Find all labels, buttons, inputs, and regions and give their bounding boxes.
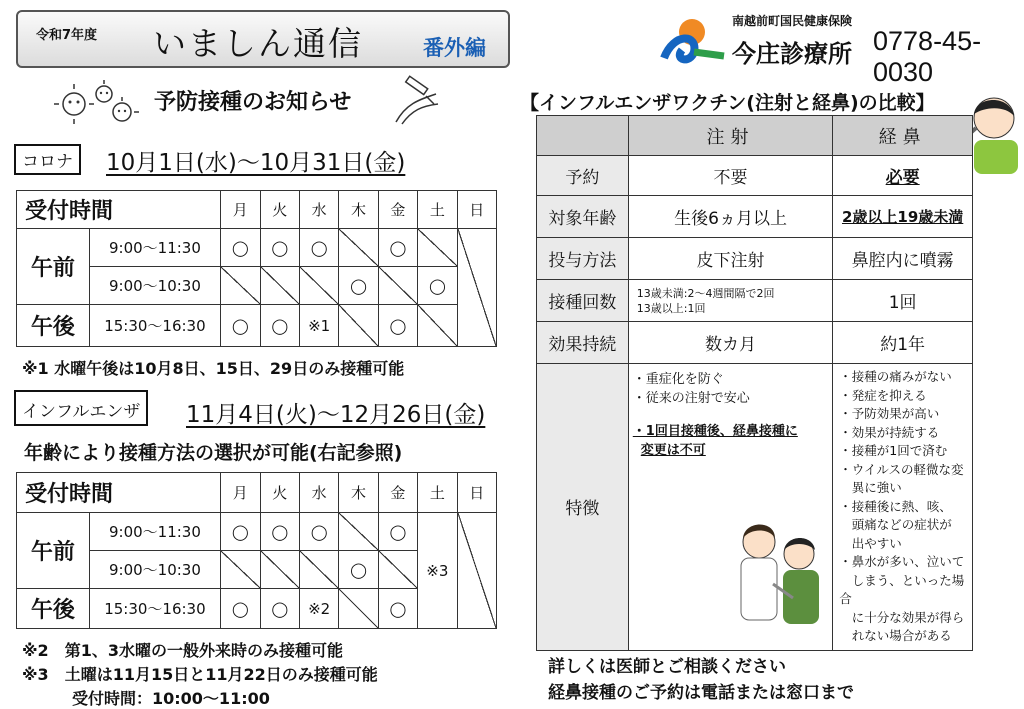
slot-mark: ◯ [221, 305, 260, 347]
nasal-age: 2歳以上19歳未満 [833, 196, 973, 238]
slot-mark: ◯ [221, 589, 260, 629]
influenza-tag: インフルエンザ [14, 390, 148, 426]
clinic-insurance-label: 南越前町国民健康保険 [732, 14, 853, 28]
day-sat: 土 [418, 473, 457, 513]
vaccine-comparison-table [536, 115, 973, 651]
corona-period: 10月1日(水)〜10月31日(金) [106, 150, 406, 176]
slot-unavailable [299, 267, 338, 305]
slot-unavailable [260, 267, 299, 305]
influenza-footnote-3: ※3 土曜は11月15日と11月22日のみ接種可能 [22, 665, 378, 684]
injection-features [628, 364, 833, 651]
slot-mark: ◯ [378, 513, 417, 551]
influenza-period: 11月4日(火)〜12月26日(金) [186, 402, 486, 428]
slot-unavailable [378, 551, 417, 589]
feature-item: しまう、といった場合 [839, 572, 965, 606]
slot-mark: ◯ [418, 267, 457, 305]
day-fri: 金 [378, 191, 417, 229]
time-slot: 9:00〜10:30 [89, 267, 220, 305]
syringe-arm-icon [392, 74, 442, 126]
reception-hours-header: 受付時間 [17, 191, 221, 229]
corona-footnote: ※1 水曜午後は10月8日、15日、29日のみ接種可能 [22, 359, 405, 378]
feature-item: 出やすい [839, 535, 902, 551]
fiscal-year: 令和7年度 [36, 28, 98, 43]
slot-mark: ◯ [221, 513, 260, 551]
feature-item: ・接種後に熱、咳、 [839, 498, 952, 514]
clinic-phone: 0778-45-0030 [873, 26, 982, 87]
clinic-name: 今庄診療所 [732, 40, 852, 68]
corona-schedule-table [16, 190, 497, 347]
afternoon-label: 午後 [17, 305, 90, 347]
afternoon-label: 午後 [17, 589, 90, 629]
row-label-age: 対象年齢 [537, 196, 629, 238]
time-slot: 15:30〜16:30 [89, 305, 220, 347]
slot-note: ※2 [299, 589, 338, 629]
slot-unavailable [418, 229, 457, 267]
nurse-vaccinating-illustration [729, 514, 829, 630]
slot-unavailable [299, 551, 338, 589]
feature-item: ・ウイルスの軽微な変 [839, 461, 964, 477]
day-tue: 火 [260, 191, 299, 229]
newsletter-banner [16, 10, 510, 68]
day-sun: 日 [457, 191, 496, 229]
feature-item: れない場合がある [839, 628, 952, 643]
reservation-contact-note: 経鼻接種のご予約は電話または窓口まで [548, 683, 854, 703]
row-label-features: 特徴 [537, 364, 629, 651]
injection-duration: 数カ月 [628, 322, 833, 364]
slot-unavailable [339, 513, 378, 551]
slot-mark: ◯ [299, 513, 338, 551]
slot-note: ※1 [299, 305, 338, 347]
slot-mark: ◯ [221, 229, 260, 267]
feature-item: ・鼻水が多い、泣いて [839, 554, 965, 569]
day-sun: 日 [457, 473, 496, 513]
slot-unavailable [221, 551, 260, 589]
row-label-method: 投与方法 [537, 238, 629, 280]
slot-mark: ◯ [260, 589, 299, 629]
time-slot: 15:30〜16:30 [89, 589, 220, 629]
day-mon: 月 [221, 473, 260, 513]
day-wed: 水 [299, 191, 338, 229]
comparison-title: 【インフルエンザワクチン(注射と経鼻)の比較】 [520, 92, 935, 114]
clinic-logo [660, 12, 728, 64]
saturday-note: ※3 [418, 513, 457, 629]
vaccination-notice-title: 予防接種のお知らせ [154, 90, 352, 115]
feature-item: ・発症を抑える [839, 387, 927, 403]
morning-label: 午前 [17, 513, 90, 589]
injection-reservation: 不要 [628, 156, 833, 196]
reception-hours-header: 受付時間 [17, 473, 221, 513]
row-label-reservation: 予約 [537, 156, 629, 196]
injection-warning: ・1回目接種後、経鼻接種に [632, 424, 798, 439]
row-label-doses: 接種回数 [537, 280, 629, 322]
row-label-duration: 効果持続 [537, 322, 629, 364]
saturday-hours-note: 受付時間：10:00〜11:00 [72, 689, 270, 708]
injection-age: 生後6ヵ月以上 [628, 196, 833, 238]
injection-method: 皮下注射 [628, 238, 833, 280]
time-slot: 9:00〜11:30 [89, 513, 220, 551]
slot-mark: ◯ [260, 229, 299, 267]
nasal-features [833, 364, 973, 651]
influenza-schedule-table [16, 472, 497, 629]
day-fri: 金 [378, 473, 417, 513]
slot-unavailable [339, 305, 378, 347]
nasal-duration: 約1年 [833, 322, 973, 364]
injection-header: 注射 [628, 116, 833, 156]
day-mon: 月 [221, 191, 260, 229]
day-wed: 水 [299, 473, 338, 513]
slot-unavailable [378, 267, 417, 305]
slot-mark: ◯ [378, 305, 417, 347]
comparison-corner [537, 116, 629, 156]
slot-unavailable [418, 305, 457, 347]
slot-mark: ◯ [339, 551, 378, 589]
slot-mark: ◯ [378, 229, 417, 267]
slot-mark: ◯ [260, 305, 299, 347]
extra-edition-label: 番外編 [423, 36, 486, 60]
slot-mark: ◯ [260, 513, 299, 551]
slot-mark: ◯ [339, 267, 378, 305]
feature-item: 異に強い [839, 480, 902, 495]
feature-item: ・重症化を防ぐ [632, 372, 724, 387]
slot-mark: ◯ [378, 589, 417, 629]
sunday-closed [457, 229, 496, 347]
time-slot: 9:00〜10:30 [89, 551, 220, 589]
corona-tag: コロナ [14, 144, 81, 175]
influenza-method-note: 年齢により接種方法の選択が可能(右記参照) [24, 442, 403, 464]
feature-item: ・従来の注射で安心 [632, 391, 750, 406]
newsletter-title: いましん通信 [153, 24, 363, 63]
feature-item: に十分な効果が得ら [839, 609, 965, 625]
time-slot: 9:00〜11:30 [89, 229, 220, 267]
day-thu: 木 [339, 473, 378, 513]
feature-item: ・予防効果が高い [839, 406, 940, 421]
injection-doses-line: 13歳以上:1回 [636, 301, 706, 315]
nasal-header: 経鼻 [833, 116, 973, 156]
injection-doses [628, 280, 833, 322]
slot-unavailable [339, 589, 378, 629]
feature-item: 頭痛などの症状が [839, 517, 952, 532]
day-sat: 土 [418, 191, 457, 229]
consult-doctor-note: 詳しくは医師とご相談ください [548, 657, 786, 677]
slot-unavailable [260, 551, 299, 589]
sunday-closed [457, 513, 496, 629]
slot-unavailable [339, 229, 378, 267]
feature-item: ・接種が1回で済む [839, 443, 948, 458]
nasal-reservation: 必要 [833, 156, 973, 196]
virus-illustration [52, 78, 142, 126]
injection-warning: 変更は不可 [640, 443, 706, 458]
day-tue: 火 [260, 473, 299, 513]
slot-mark: ◯ [299, 229, 338, 267]
nasal-doses: 1回 [833, 280, 973, 322]
morning-label: 午前 [17, 229, 90, 305]
day-thu: 木 [339, 191, 378, 229]
feature-item: ・接種の痛みがない [839, 369, 952, 384]
nasal-method: 鼻腔内に噴霧 [833, 238, 973, 280]
injection-doses-line: 13歳未満:2〜4週間隔で2回 [636, 286, 775, 300]
slot-unavailable [221, 267, 260, 305]
influenza-footnote-2: ※2 第1、3水曜の一般外来時のみ接種可能 [22, 641, 343, 660]
feature-item: ・効果が持続する [839, 424, 940, 440]
